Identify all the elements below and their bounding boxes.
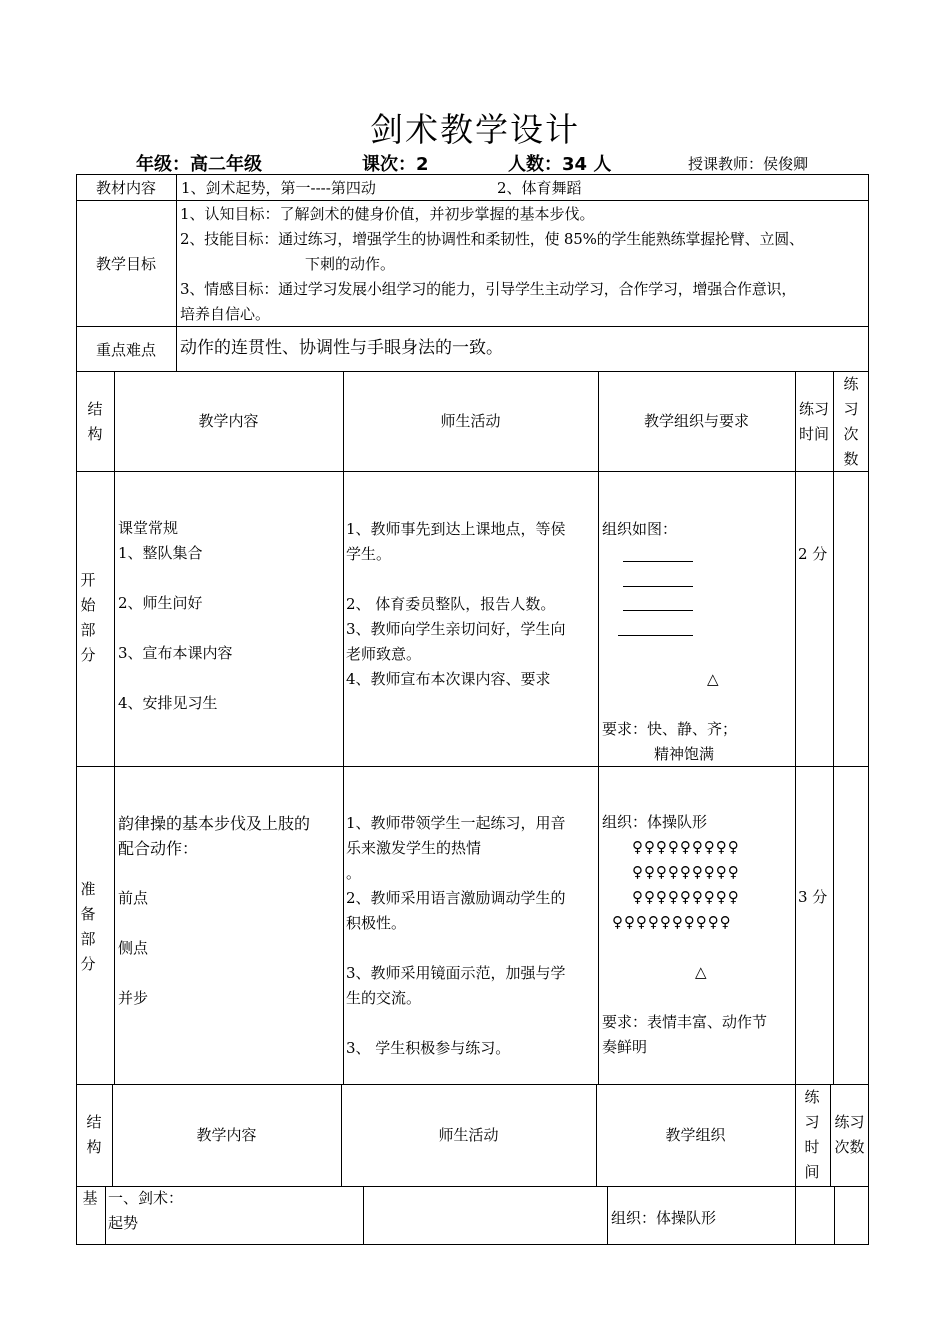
header2-reps-2: 次数 [834,1138,865,1156]
grade-label: 年级：高二年级 [136,154,262,175]
header-activity: 师生活动 [440,412,501,430]
start-content-0: 课堂常规 [118,519,179,537]
basic-org: 组织：体操队形 [611,1209,717,1227]
goal-label: 教学目标 [95,255,156,273]
formation-line-2 [623,586,693,587]
prep-content-4: 并步 [118,989,149,1007]
header-reps-4: 数 [843,450,859,468]
start-req-2: 精神饱满 [654,745,715,763]
basic-content-2: 起势 [108,1214,139,1232]
material-label: 教材内容 [95,179,156,197]
formation-line-4 [618,635,693,636]
start-content-2: 2、师生问好 [118,594,203,612]
prep-activity-4: 积极性。 [346,914,407,932]
formation-row-3: ♀♀♀♀♀♀♀♀♀ [632,888,740,906]
start-label-4: 分 [80,646,96,664]
start-label-2: 始 [80,596,96,614]
start-activity-5: 4、教师宣布本次课内容、要求 [346,670,551,688]
start-label-1: 开 [80,571,96,589]
header-structure-2: 构 [87,425,103,443]
prep-content-2: 前点 [118,889,149,907]
header-reps-2: 习 [843,400,859,418]
teacher-triangle-icon: △ [707,670,719,688]
start-label-3: 部 [80,621,96,639]
start-content-1: 1、整队集合 [118,544,203,562]
prep-activity-3: 2、教师采用语言激励调动学生的 [346,889,566,907]
goal-2-cont: 下刺的动作。 [305,255,396,273]
start-time: 2 分 [798,545,828,563]
start-activity-1: 学生。 [346,545,392,563]
prep-activity-5: 3、教师采用镜面示范，加强与学 [346,964,566,982]
header-organization: 教学组织与要求 [643,412,749,430]
header2-time-3: 时 [804,1138,820,1156]
prep-activity-0: 1、教师带领学生一起练习，用音 [346,814,566,832]
prep-label-2: 备 [80,905,96,923]
prep-activity-2: 。 [346,864,362,882]
formation-row-4: ♀♀♀♀♀♀♀♀♀♀ [612,913,732,931]
prep-activity-7: 3、 学生积极参与练习。 [346,1039,511,1057]
header-structure-1: 结 [87,400,103,418]
prep-label-3: 部 [80,930,96,948]
teacher-triangle-icon: △ [695,963,707,981]
prep-time: 3 分 [798,888,828,906]
goal-1: 1、认知目标：了解剑术的健身价值，并初步掌握的基本步伐。 [180,205,595,223]
header-reps-3: 次 [843,425,859,443]
material-item-2: 2、体育舞蹈 [497,179,582,197]
prep-org-title: 组织：体操队形 [602,813,708,831]
formation-row-2: ♀♀♀♀♀♀♀♀♀ [632,863,740,881]
count-label: 人数：34 人 [508,154,612,175]
header-reps-1: 练 [843,375,859,393]
header2-content: 教学内容 [196,1126,257,1144]
header2-organization: 教学组织 [665,1126,726,1144]
start-req-1: 要求：快、静、齐； [602,720,738,738]
start-activity-4: 老师致意。 [346,645,422,663]
prep-req-2: 奏鲜明 [602,1038,648,1056]
header-time-2: 时间 [798,425,829,443]
start-activity-2: 2、 体育委员整队，报告人数。 [346,595,556,613]
lesson-table-2 [76,1084,869,1245]
header2-time-4: 间 [804,1163,820,1181]
start-content-3: 3、宣布本课内容 [118,644,233,662]
page-title: 剑术教学设计 [370,110,580,149]
header2-structure-1: 结 [86,1113,102,1131]
material-item-1: 1、剑术起势，第一----第四动 [181,179,376,197]
goal-3: 3、情感目标：通过学习发展小组学习的能力，引导学生主动学习，合作学习，增强合作意识， [180,280,797,298]
formation-line-3 [623,610,693,611]
header2-time-1: 练 [804,1088,820,1106]
start-org-title: 组织如图： [602,520,678,538]
start-activity-3: 3、教师向学生亲切问好，学生向 [346,620,566,638]
basic-label: 基 [82,1189,98,1207]
lesson-label: 课次：2 [362,154,429,175]
header2-activity: 师生活动 [438,1126,499,1144]
key-label: 重点难点 [95,341,156,359]
prep-activity-1: 乐来激发学生的热情 [346,839,482,857]
teacher-label: 授课教师：侯俊卿 [688,155,809,173]
prep-content-1: 配合动作： [118,839,199,858]
key-text: 动作的连贯性、协调性与手眼身法的一致。 [180,338,503,358]
basic-content-1: 一、剑术： [108,1189,184,1207]
header2-reps-1: 练习 [834,1113,865,1131]
start-activity-0: 1、教师事先到达上课地点，等侯 [346,520,566,538]
header2-time-2: 习 [804,1113,820,1131]
header-content: 教学内容 [198,412,259,430]
goal-2: 2、技能目标：通过练习，增强学生的协调性和柔韧性，使 85%的学生能熟练掌握抡臂、立圆、 [180,230,804,248]
prep-activity-6: 生的交流。 [346,989,422,1007]
header2-structure-2: 构 [86,1138,102,1156]
prep-req-1: 要求：表情丰富、动作节 [602,1013,768,1031]
prep-content-3: 侧点 [118,939,149,957]
prep-label-4: 分 [80,955,96,973]
formation-line-1 [623,561,693,562]
formation-row-1: ♀♀♀♀♀♀♀♀♀ [632,838,740,856]
prep-label-1: 准 [80,880,96,898]
prep-content-0: 韵律操的基本步伐及上肢的 [118,814,311,833]
header-time-1: 练习 [798,400,829,418]
goal-3-cont: 培养自信心。 [180,305,271,323]
start-content-4: 4、安排见习生 [118,694,218,712]
